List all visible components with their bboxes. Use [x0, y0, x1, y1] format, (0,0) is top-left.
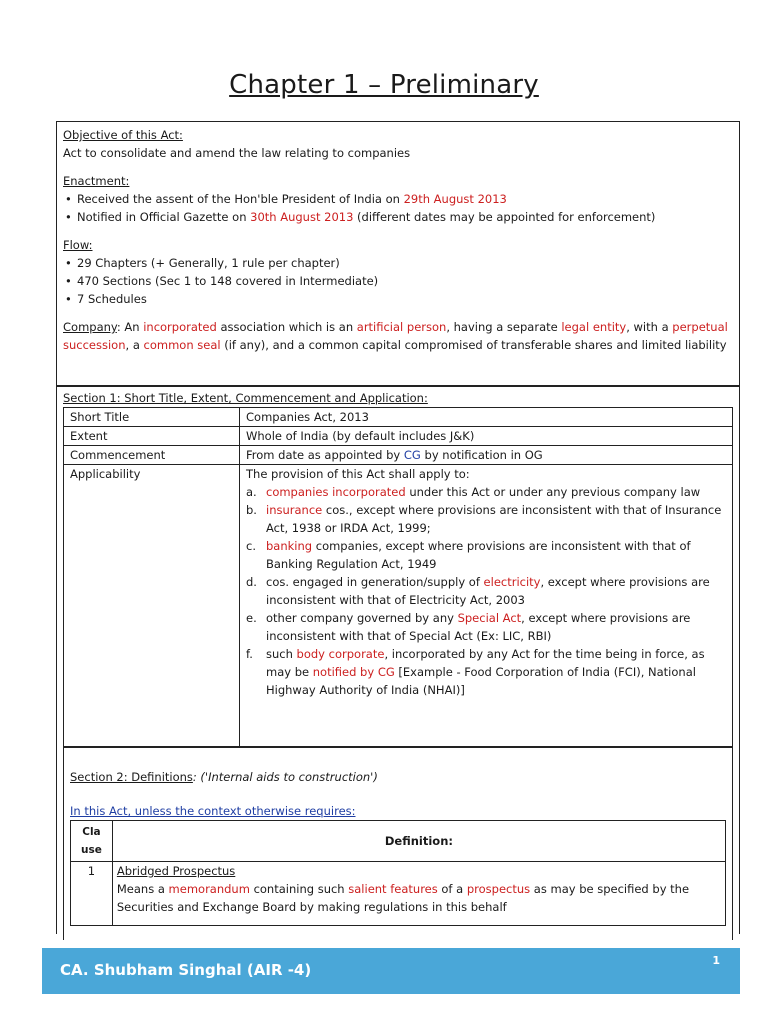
list-item: c. banking companies, except where provisions are inconsistent with that of Banking Regulation Act, 1949	[246, 539, 691, 571]
flow-item: • 29 Chapters (+ Generally, 1 rule per chapter)	[63, 254, 733, 272]
row-label: Commencement	[64, 446, 240, 465]
section1-table	[63, 407, 733, 747]
objective-heading: Objective of this Act:	[63, 128, 183, 142]
applicability-cell	[240, 465, 733, 747]
list-item: d. cos. engaged in generation/supply of electricity, except where provisions are inconsistent with that of Electricity Act, 2003	[246, 575, 710, 607]
row-value: Whole of India (by default includes J&K)	[240, 427, 733, 446]
clause-header: Cla use	[71, 821, 113, 862]
sections-box	[56, 386, 740, 934]
section1-heading: Section 1: Short Title, Extent, Commencement and Application:	[63, 391, 428, 405]
clause-number: 1	[71, 862, 113, 926]
table-row	[64, 427, 733, 446]
definitions-table	[70, 820, 726, 926]
objective-text: Act to consolidate and amend the law relating to companies	[63, 146, 411, 160]
enactment-heading: Enactment:	[63, 174, 130, 188]
enactment-item: • Received the assent of the Hon'ble President of India on 29th August 2013	[63, 190, 733, 208]
table-header-row	[71, 821, 726, 862]
table-row	[71, 862, 726, 926]
definition-cell	[112, 862, 725, 926]
flow-item: • 470 Sections (Sec 1 to 148 covered in Intermediate)	[63, 272, 733, 290]
definition-text: Means a memorandum containing such salient features of a prospectus as may be specified by the Securities and Exchange Board by making regulations in this behalf	[116, 882, 690, 914]
section2-box	[63, 747, 733, 940]
definition-header: Definition:	[112, 821, 725, 862]
definition-term: Abridged Prospectus	[116, 864, 236, 878]
row-label: Short Title	[64, 408, 240, 427]
section2-heading: Section 2: Definitions: ('Internal aids to construction')	[70, 770, 378, 784]
list-item: e. other company governed by any Special Act, except where provisions are inconsistent with that of Special Act (Ex: LIC, RBI)	[246, 611, 691, 643]
table-row	[64, 408, 733, 427]
flow-item: • 7 Schedules	[63, 290, 733, 308]
table-row	[64, 446, 733, 465]
enactment-item: • Notified in Official Gazette on 30th August 2013 (different dates may be appointed for enforcement)	[63, 208, 733, 226]
list-item: f. such body corporate, incorporated by any Act for the time being in force, as may be notified by CG [Example - Food Corporation of India (FCI), National Highway Authority of India (NHAI)]	[246, 647, 705, 697]
page-title: Chapter 1 – Preliminary	[229, 70, 539, 100]
company-definition: Company: An incorporated association which is an artificial person, having a separate legal entity, with a perpetual succession, a common seal (if any), and a common capital compromised of transferable shares and limited liability	[63, 320, 728, 352]
row-value: From date as appointed by CG by notification in OG	[240, 446, 733, 465]
flow-heading: Flow:	[63, 238, 93, 252]
row-label: Applicability	[64, 465, 240, 747]
table-row	[64, 465, 733, 747]
list-item: b. insurance cos., except where provisions are inconsistent with that of Insurance Act, 1938 or IRDA Act, 1999;	[246, 503, 722, 535]
footer-bar	[42, 948, 740, 994]
author-name: CA. Shubham Singhal (AIR -4)	[60, 961, 312, 979]
section2-context: In this Act, unless the context otherwise requires:	[70, 804, 356, 818]
intro-box	[56, 121, 740, 386]
applicability-intro: The provision of this Act shall apply to:	[246, 467, 470, 481]
list-item: a. companies incorporated under this Act or under any previous company law	[246, 485, 701, 499]
page-number: 1	[712, 954, 720, 967]
row-label: Extent	[64, 427, 240, 446]
row-value: Companies Act, 2013	[240, 408, 733, 427]
